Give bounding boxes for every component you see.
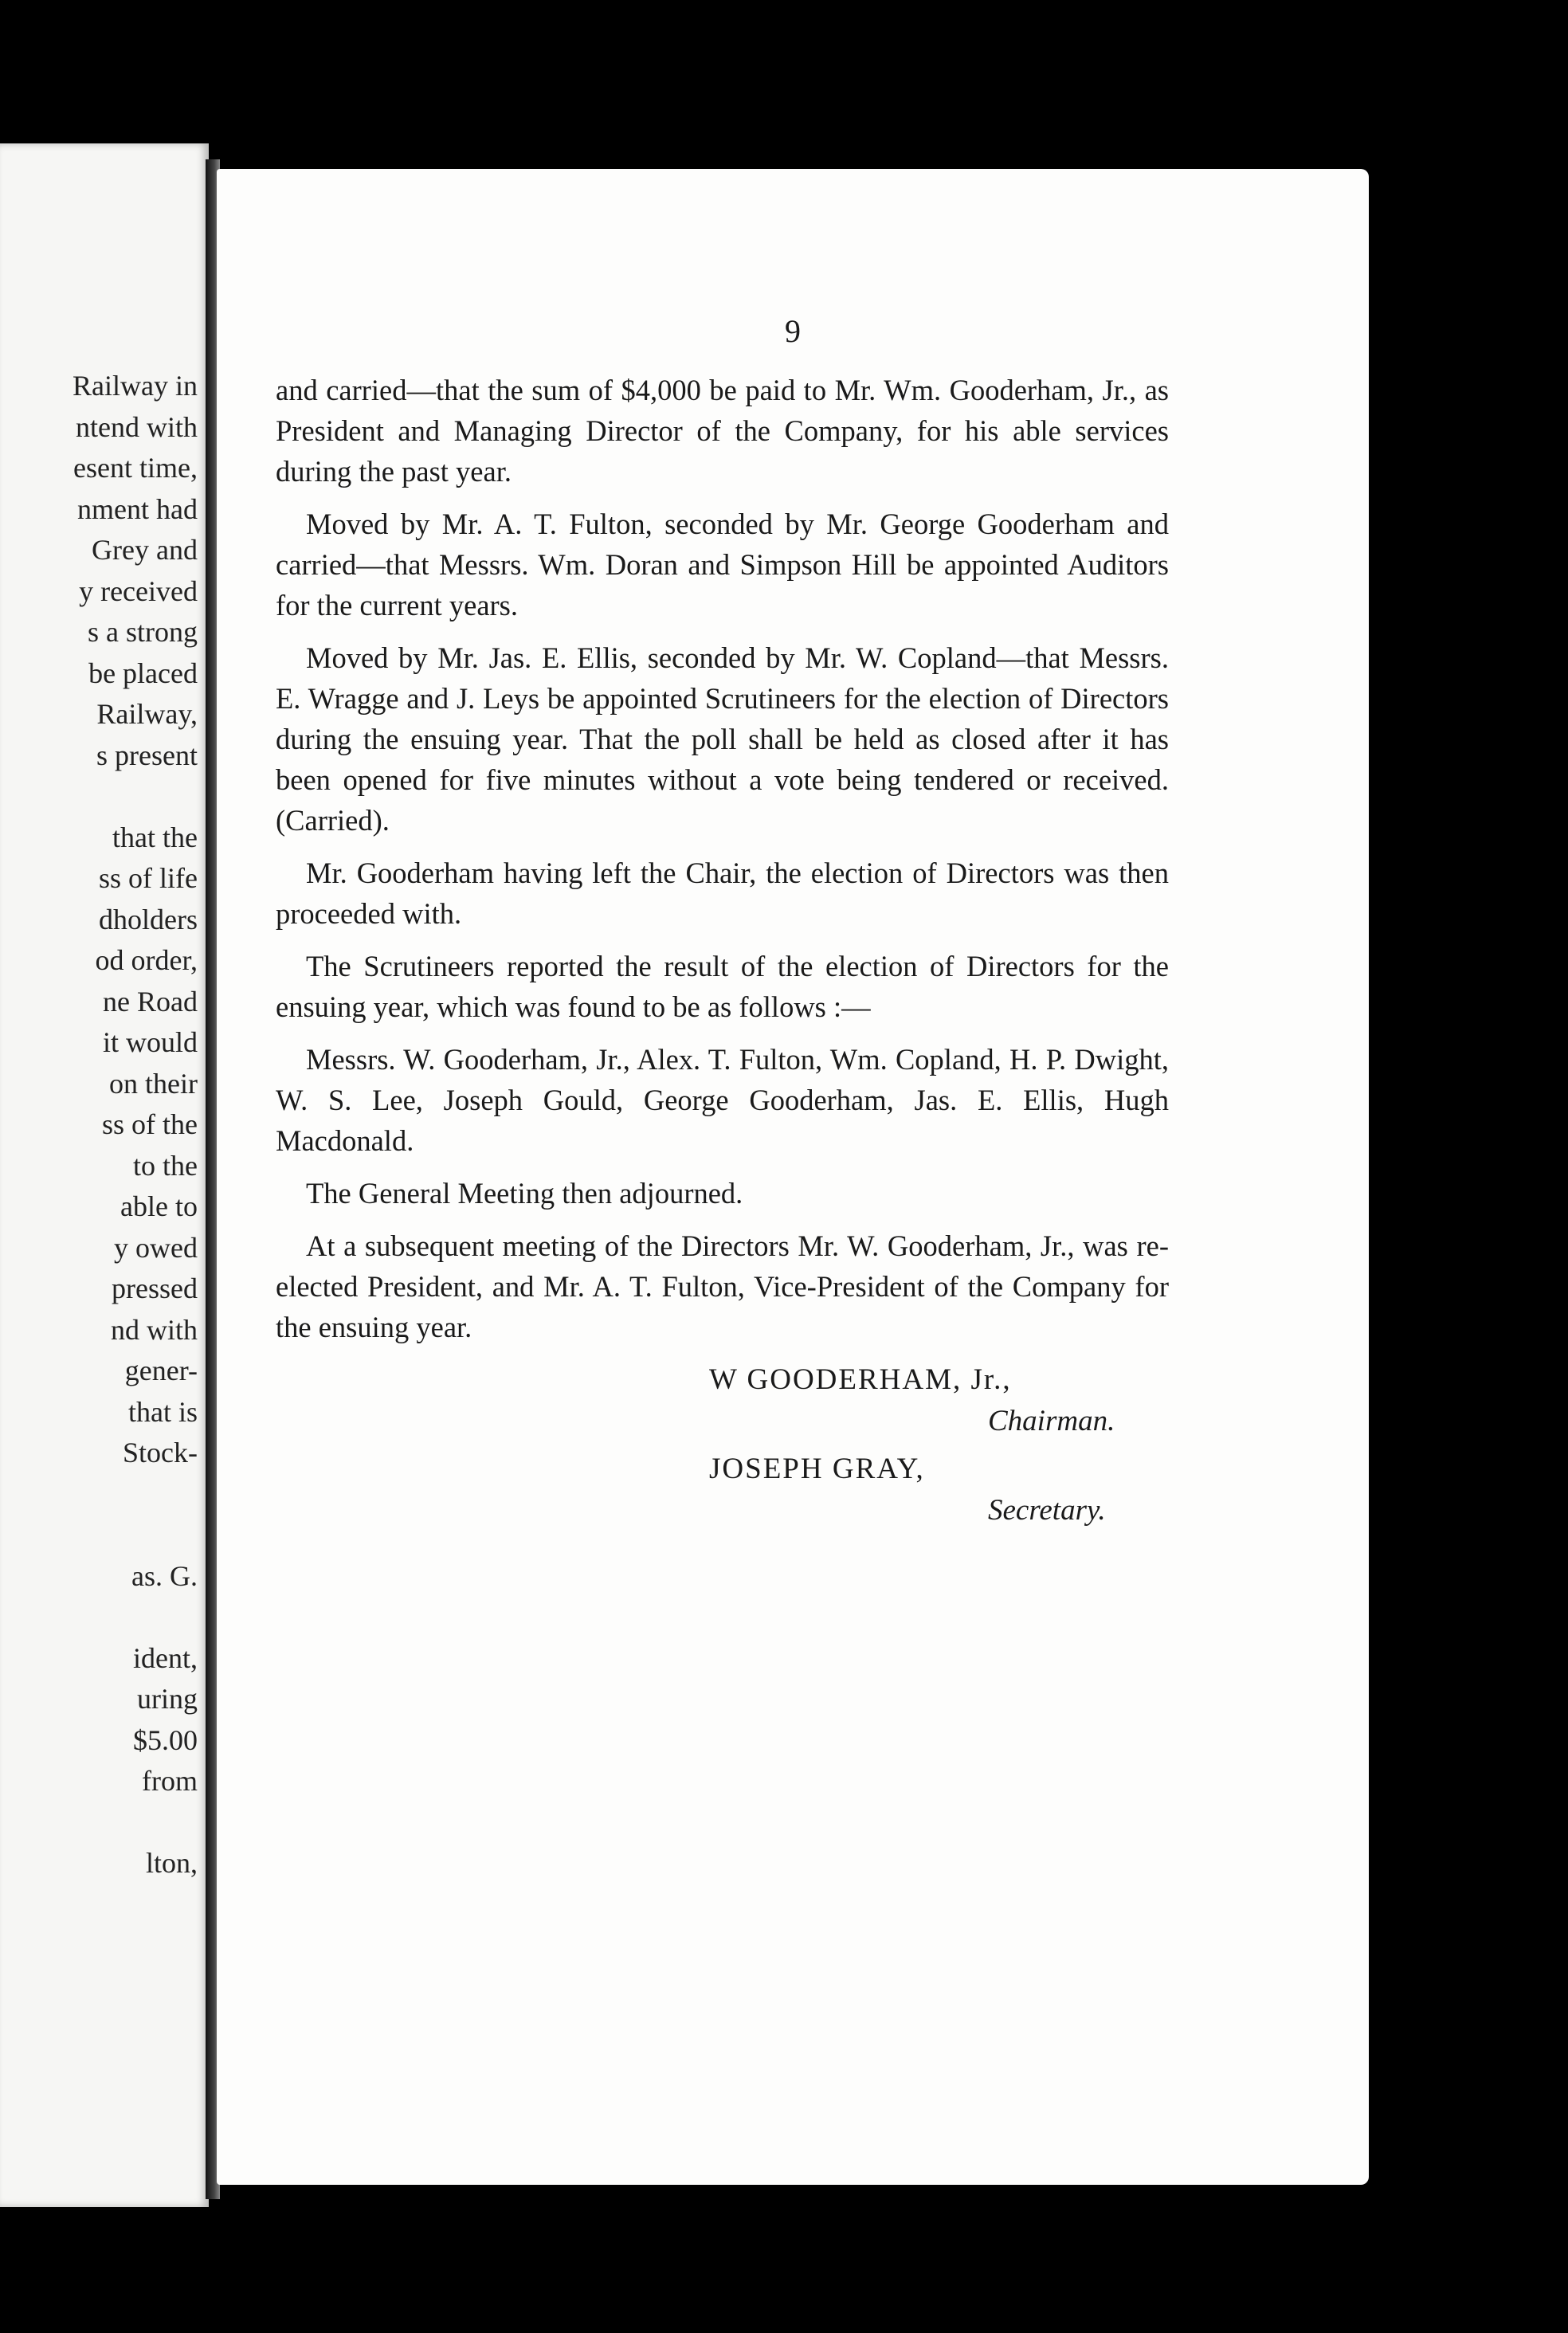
secretary-title-line [276, 1490, 1169, 1531]
left-page-text-fragment: Railway, [96, 698, 198, 730]
left-page-text-fragment: that is [128, 1395, 198, 1428]
paragraph-directors-list: Messrs. W. Gooderham, Jr., Alex. T. Fulton, Wm. Copland, H. P. Dwight, W. S. Lee, Joseph Gould, George Gooderham, Jas. E. Ellis, Hugh Macdonald. [276, 1043, 1169, 1157]
left-page-text-fragment: esent time, [73, 452, 198, 484]
secretary-name: JOSEPH GRAY, [709, 1453, 925, 1485]
left-page-text-fragment: from [142, 1765, 198, 1797]
left-page-text-fragment: able to [120, 1190, 198, 1222]
left-page-text-fragment: lton, [145, 1847, 198, 1879]
secretary-signature-line [276, 1449, 1169, 1490]
left-page-text-fragment: nd with [110, 1313, 198, 1346]
left-page-text-fragment: dholders [99, 903, 198, 935]
left-page [0, 143, 209, 2207]
left-page-text-fragment: ss of life [99, 862, 198, 894]
left-page-text-fragment: that the [112, 821, 198, 853]
paragraph-subsequent-meeting: At a subsequent meeting of the Directors Mr. W. Gooderham, Jr., was re-elected President, and Mr. A. T. Fulton, Vice-President of the Company for the ensuing year. [276, 1229, 1169, 1343]
paragraph-scrutineers: Moved by Mr. Jas. E. Ellis, seconded by Mr. W. Copland—that Messrs. E. Wragge and J. Leys be appointed Scrutineers for the election of Directors during the ensuing year. That the poll shall be held as closed after it has been opened for five minutes without a vote being tendered or received. (Carried). [276, 641, 1169, 837]
paragraph-auditors: Moved by Mr. A. T. Fulton, seconded by Mr. George Gooderham and carried—that Messrs. Wm. Doran and Simpson Hill be appointed Auditors for the current years. [276, 508, 1169, 621]
left-page-text-fragment: gener- [124, 1355, 198, 1386]
left-page-text-fragment: y received [79, 574, 198, 607]
left-page-text-fragment: be placed [88, 657, 198, 689]
right-page [217, 169, 1369, 2185]
left-page-text-fragment: it would [102, 1026, 198, 1058]
chairman-signature-line [276, 1359, 1169, 1401]
paragraph-adjourned: The General Meeting then adjourned. [306, 1177, 743, 1210]
left-page-text-fragment: s a strong [88, 616, 198, 648]
chairman-title-line [276, 1401, 1169, 1442]
paragraph-payment: and carried—that the sum of $4,000 be paid to Mr. Wm. Gooderham, Jr., as President and Managing Director of the Company, for his able services during the past year. [276, 374, 1169, 488]
left-page-text-fragment: on their [109, 1067, 198, 1100]
left-page-text-fragment: Grey and [92, 534, 198, 566]
left-page-text-fragment: as. G. [131, 1559, 198, 1592]
left-page-text-fragment: ident, [133, 1641, 198, 1674]
left-page-text-fragment: Railway in [73, 370, 198, 402]
page-number: 9 [785, 313, 801, 349]
left-page-text-fragment: od order, [95, 944, 198, 976]
paragraph-election: Mr. Gooderham having left the Chair, the election of Directors was then proceeded with. [276, 857, 1169, 930]
left-page-text-fragment: nment had [77, 492, 198, 525]
left-page-text-fragment: ntend with [76, 410, 198, 443]
left-page-text-fragment: s present [96, 739, 198, 771]
left-page-text-fragment: pressed [112, 1272, 198, 1304]
left-page-text-fragment: y owed [114, 1231, 198, 1264]
paragraph-scrutineers-report: The Scrutineers reported the result of the election of Directors for the ensuing year, which was found to be as follows :— [276, 950, 1169, 1023]
secretary-title: Secretary. [988, 1494, 1106, 1527]
body-text [276, 370, 1169, 1531]
left-page-text-fragment: Stock- [123, 1437, 198, 1468]
left-page-text-fragment: $5.00 [133, 1723, 198, 1756]
left-page-text-fragment: to the [133, 1149, 198, 1182]
chairman-name: W GOODERHAM, Jr., [709, 1363, 1012, 1396]
left-page-text-fragment: ne Road [103, 985, 198, 1018]
left-page-text-fragment: ss of the [102, 1108, 198, 1140]
left-page-text-fragment: uring [137, 1683, 198, 1715]
chairman-title: Chairman. [988, 1405, 1115, 1437]
